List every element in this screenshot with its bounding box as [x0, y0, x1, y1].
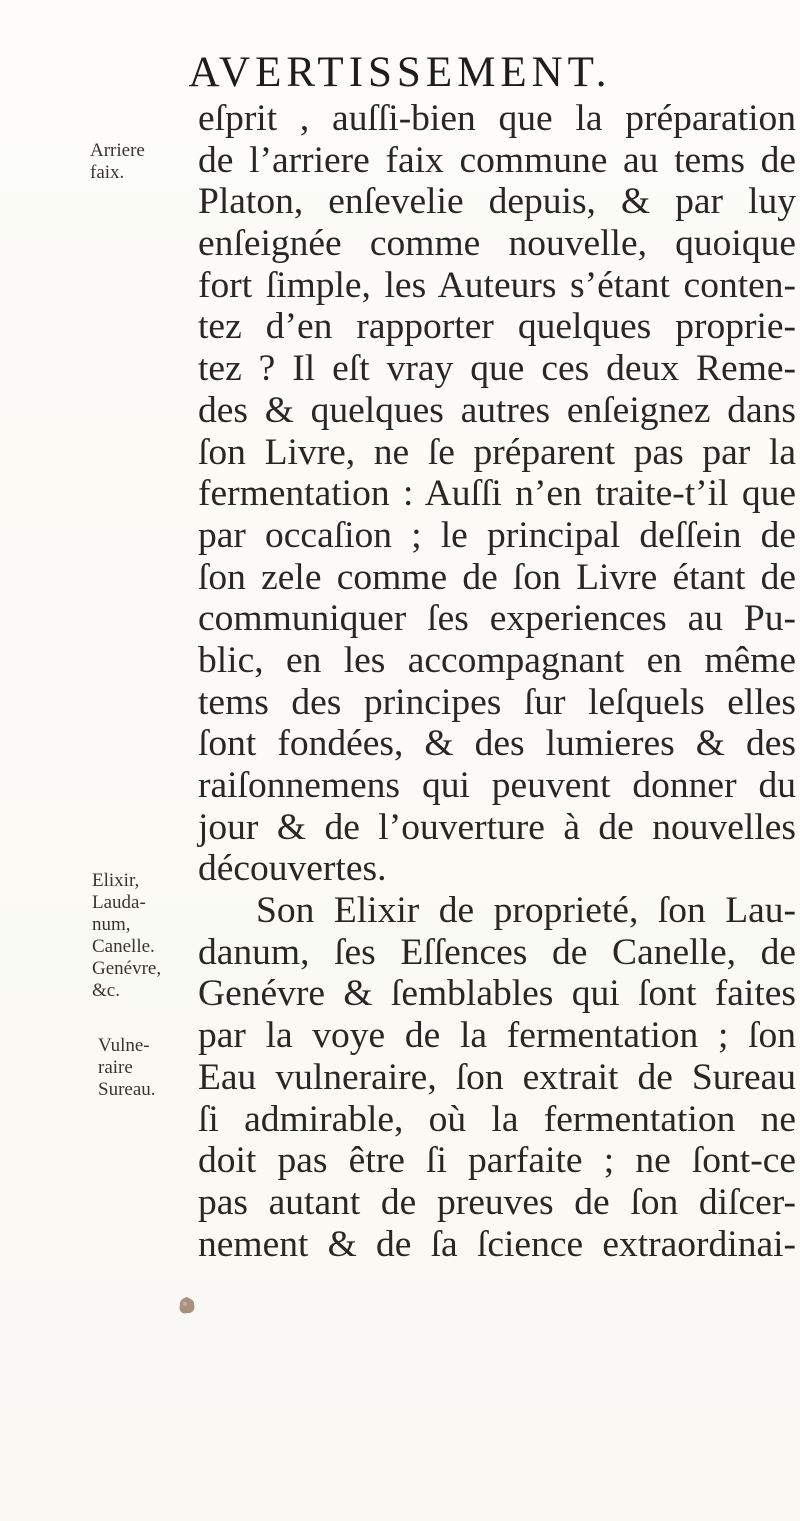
text-line: enſeignée comme nouvelle, quoique [198, 223, 796, 265]
margin-note-arriere [90, 140, 145, 184]
text-line: raiſonnemens qui peuvent donner du [198, 765, 796, 806]
margin-note-line: Elixir, [92, 870, 140, 891]
margin-note-line: &c. [92, 980, 120, 1001]
running-title: AVERTISSEMENT. [188, 49, 612, 96]
text-line: par la voye de la fermentation ; ſon [198, 1015, 796, 1057]
text-line: eſprit , auſſi-bien que la préparation [198, 98, 796, 139]
body-text [198, 98, 796, 1265]
text-line: blic, en les accompagnant en même [198, 639, 796, 681]
margin-note-vulneraire [98, 1035, 156, 1101]
text-line: communiquer ſes experiences au Pu- [198, 598, 796, 640]
text-line: tems des principes ſur leſquels elles [198, 681, 796, 723]
text-line: par occaſion ; le principal deſſein de [198, 514, 796, 556]
text-line: Son Elixir de proprieté, ſon Lau- [256, 890, 796, 932]
margin-note-line: Lauda- [92, 892, 146, 913]
margin-note-line: Vulne- [98, 1035, 150, 1056]
text-line: Platon, enſevelie depuis, & par luy [198, 181, 796, 223]
ink-blot-icon [176, 1295, 198, 1317]
text-line: ſon zele comme de ſon Livre étant de [198, 556, 796, 598]
text-line: de l’arriere faix commune au tems de [198, 139, 796, 181]
margin-note-line: num, [92, 914, 131, 935]
margin-note-line: Sureau. [98, 1079, 156, 1100]
margin-note-elixir [92, 870, 161, 1002]
margin-note-line: faix. [90, 162, 125, 183]
text-line: pas autant de preuves de ſon diſcer- [198, 1181, 796, 1223]
text-line: fermentation : Auſſi n’en traite-t’il que [198, 473, 796, 515]
text-line: Eau vulneraire, ſon extrait de Sureau [198, 1056, 796, 1098]
text-line: Genévre & ſemblables qui ſont faites [198, 973, 796, 1015]
text-line: tez d’en rapporter quelques proprie- [198, 306, 796, 348]
text-line: ſont fondées, & des lumieres & des [198, 723, 796, 765]
text-line: jour & de l’ouverture à de nouvelles [198, 806, 796, 848]
margin-note-line: Arriere [90, 140, 145, 161]
text-line: tez ? Il eſt vray que ces deux Reme- [198, 348, 796, 390]
text-line: découvertes. [198, 848, 387, 890]
margin-note-line: Genévre, [92, 958, 162, 979]
text-line: ſon Livre, ne ſe préparent pas par la [198, 431, 796, 473]
text-line: des & quelques autres enſeignez dans [198, 389, 796, 431]
text-line: ſi admirable, où la fermentation ne [198, 1098, 796, 1140]
margin-note-line: Canelle. [92, 936, 155, 957]
text-line: doit pas être ſi parfaite ; ne ſont-ce [198, 1140, 796, 1182]
margin-note-line: raire [98, 1057, 133, 1078]
text-line: fort ſimple, les Auteurs s’étant conten- [198, 264, 796, 306]
text-line: nement & de ſa ſcience extraordinai- [198, 1223, 796, 1265]
text-line: danum, ſes Eſſences de Canelle, de [198, 931, 796, 973]
